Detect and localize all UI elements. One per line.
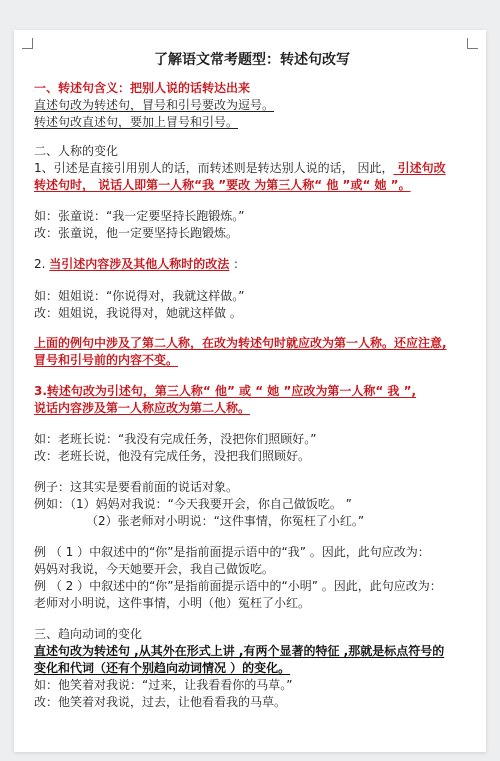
point-1-rule-start: 引述句改: [393, 161, 446, 175]
example-analysis-1-line-1: 例 （ 1 ）中叙述中的“你”是指前面提示语中的“我” 。因此，此句应改为：: [34, 545, 430, 559]
point-1-intro: 1、引述是直接引用别人的话，而转述则是转达别人说的话， 因此，: [34, 161, 394, 175]
section-3-heading: 三、趋向动词的变化: [34, 627, 143, 641]
page-title: 了解语文常考题型：转述句改写: [154, 52, 350, 68]
explanation-line-1: 例子：这其实是要看前面的说话对象。: [34, 480, 239, 494]
point-3-text-1: 转述句改为引述句，第三人称“ 他” 或 “ 她 ”应改为第一人称“ 我 ”,: [46, 384, 417, 398]
example-3-question: 如：老班长说：“我没有完成任务，没把你们照顾好。”: [34, 432, 317, 446]
section-2-point-1-line-2: 转述句时， 说话人即第一人称“我 ”要改 为第三人称“ 他 ”或“ 她 ”。: [34, 178, 411, 192]
example-2-answer: 改：姐姐说，我说得对，她就这样做 。: [34, 306, 242, 320]
point-2-text: 当引述内容涉及其他人称时的改法: [49, 257, 230, 271]
example-1-question: 如：张童说：“我一定要坚持长跑锻炼。”: [34, 209, 245, 223]
crop-mark-top-left: [22, 38, 33, 49]
example-analysis-2-line-2: 老师对小明说，这件事情，小明（他）冤枉了小红。: [34, 596, 311, 610]
point-2-colon: ：: [229, 257, 246, 271]
document-page: [14, 30, 486, 752]
example-analysis-1-line-2: 妈妈对我说，今天她要开会，我自己做饭吃。: [34, 562, 275, 576]
point-2-number: 2.: [34, 257, 50, 271]
explanation-line-3: （2）张老师对小明说：“这件事情，你冤枉了小红。”: [86, 514, 365, 528]
example-2-question: 如：姐姐说：“你说得对，我就这样做。”: [34, 289, 245, 303]
section-2-heading: 二、人称的变化: [34, 144, 119, 158]
section-2-point-3-line-1: [34, 383, 416, 399]
section-3-bold-line-1: 直述句改为转述句 ,从其外在形式上讲 ,有两个显著的特征 ,那就是标点符号的: [34, 644, 445, 658]
section-1-line-2: 转述句改直述句，要加上冒号和引号。: [34, 115, 239, 129]
example-4-answer: 改：他笑着对我说，过去，让他看看我的马草。: [34, 695, 287, 709]
explanation-line-2: 例如：（1）妈妈对我说：“今天我要开会，你自己做饭吃。 ”: [34, 497, 352, 511]
example-4-question: 如：他笑着对我说：“过来，让我看看你的马草。”: [34, 678, 293, 692]
section-2-point-1-line-1: [34, 160, 446, 176]
example-1-answer: 改：张童说，他一定要坚持长跑锻炼。: [34, 226, 239, 240]
section-3-bold-line-2: 变化和代词（还有个别趋向动词情况 ）的变化。: [34, 661, 291, 675]
example-analysis-2-line-1: 例 （ 2 ）中叙述中的“你”是指前面提示语中的“小明” 。因此，此句应改为：: [34, 579, 442, 593]
example-3-answer: 改：老班长说，他没有完成任务，没把我们照顾好。: [34, 449, 311, 463]
note-line-1: 上面的例句中涉及了第二人称，在改为转述句时就应改为第一人称。还应注意,: [34, 336, 447, 350]
section-1-heading: 一、转述句含义：把别人说的话转达出来: [34, 81, 251, 95]
note-line-2: 冒号和引号前的内容不变。: [34, 353, 179, 367]
point-3-number: 3.: [34, 384, 47, 398]
section-2-point-3-line-2: 说话内容涉及第一人称应改为第二人称。: [34, 401, 251, 415]
section-2-point-2: [34, 256, 245, 272]
section-1-line-1: 直述句改为转述句，冒号和引号要改为逗号。: [34, 98, 275, 112]
crop-mark-top-right: [467, 38, 478, 49]
